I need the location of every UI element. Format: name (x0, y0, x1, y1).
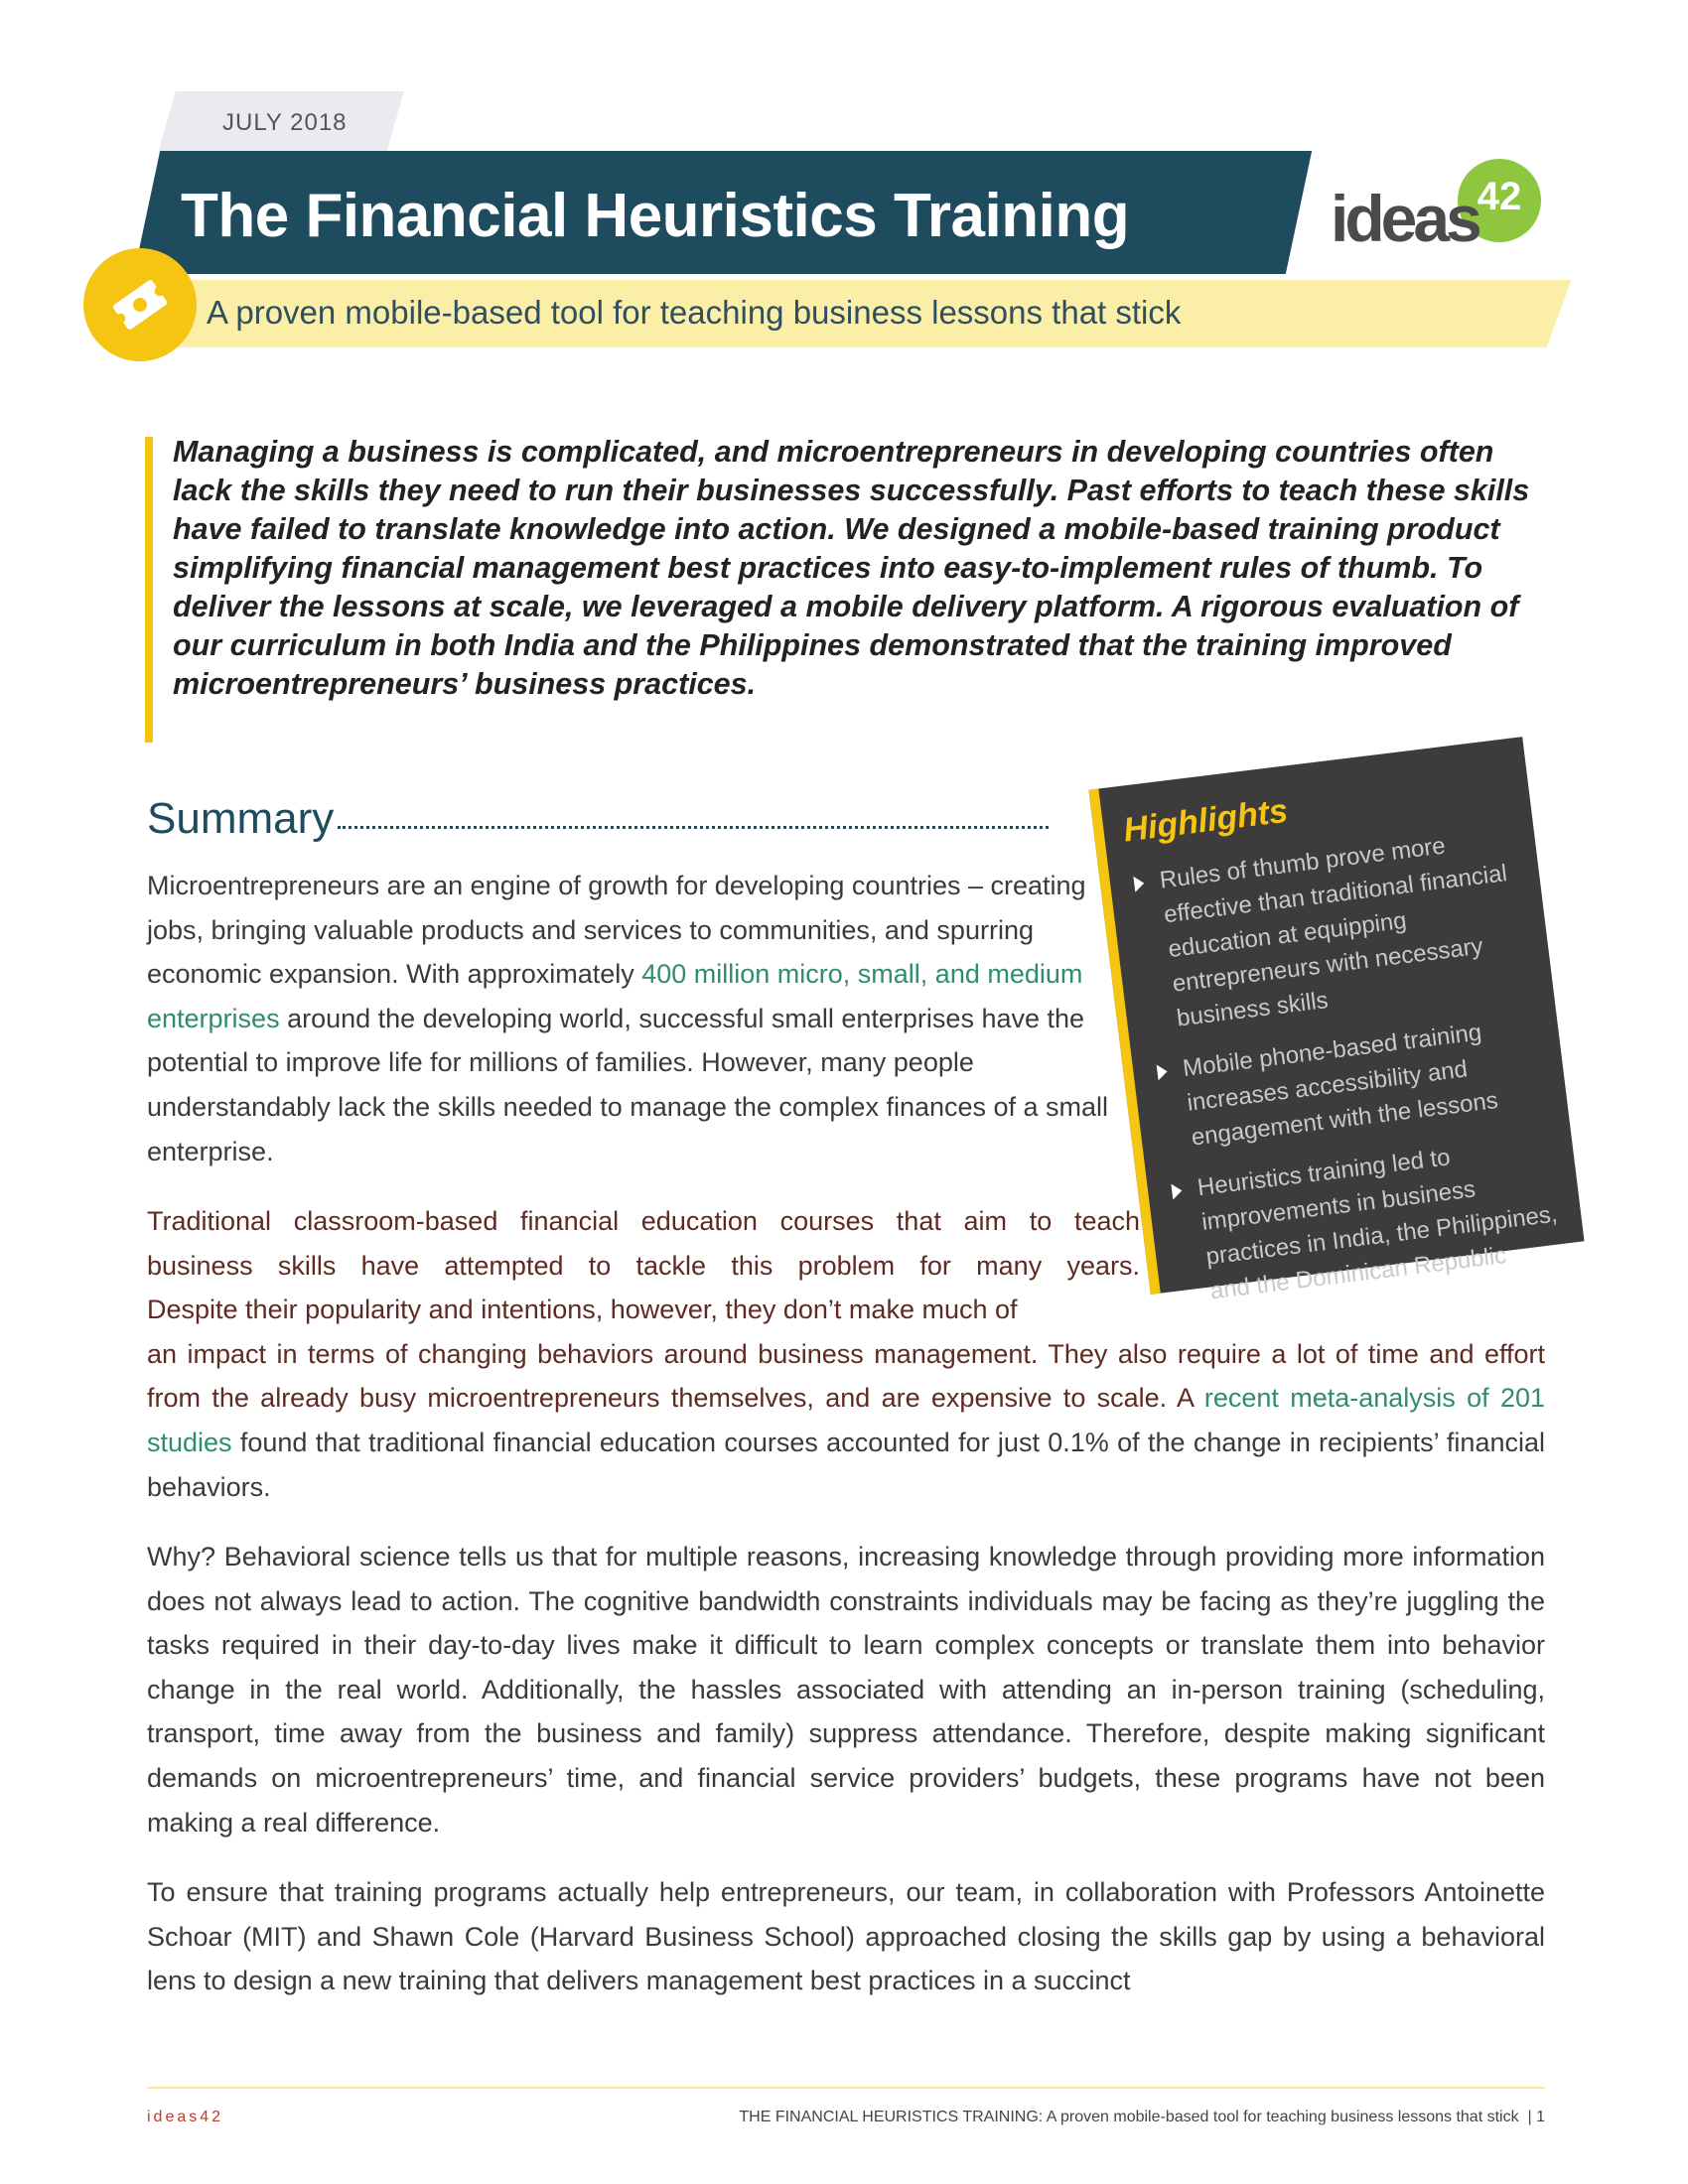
meta-analysis-link[interactable]: recent meta-analysis of 201 studies (147, 1383, 1545, 1457)
highlight-text: Rules of thumb prove more effective than traditional financial education at equipping entrepreneurs with necessary business skills (1158, 832, 1509, 1032)
footer-rule (147, 2087, 1545, 2089)
enterprises-link[interactable]: 400 million micro, small, and medium enterprises (147, 959, 1083, 1033)
intro-accent-bar (145, 437, 153, 743)
footer-title-caps: THE FINANCIAL HEURISTICS TRAINING: (739, 2109, 1044, 2125)
footer-title-rest: A proven mobile-based tool for teaching business lessons that stick (1043, 2109, 1519, 2125)
footer-brand: ideas42 (147, 2109, 224, 2125)
intro-paragraph: Managing a business is complicated, and microentrepreneurs in developing countries often lack the skills they need to run their businesses successfully. Past efforts to teach these skills have failed to translate knowledge into action. We designed a mobile-based training product simplifying financial management best practices into easy-to-implement rules of thumb. To deliver the lessons at scale, we leveraged a mobile delivery platform. A rigorous evaluation of our curriculum in both India and the Philippines demonstrated that the training improved microentrepreneurs’ business practices. (173, 435, 1530, 701)
badge (83, 248, 197, 361)
text-line: business skills have attempted to tackle this problem for many years. (147, 1250, 1140, 1281)
text-run: found that traditional financial education courses accounted for just 0.1% of the change in recipients’ financial behaviors. (147, 1427, 1545, 1502)
text-run: Microentrepreneurs are an engine of growth for developing countries – creating jobs, bringing valuable products and services to communities, and spurring economic expansion. With approximately (147, 871, 1086, 990)
highlight-text: Heuristics training led to improvements in business practices in India, the Philippines, and the Dominican Republic (1196, 1144, 1559, 1305)
text-run: an impact in terms of changing behaviors around business management. They also require a lot of time and effort from the already busy microentrepreneurs themselves, and are expensive to scale. A (147, 1338, 1545, 1414)
text-block (147, 1332, 1545, 1509)
summary-paragraph-1 (147, 864, 1120, 1173)
highlights-box (1088, 737, 1584, 1305)
logo-word: ideas (1331, 182, 1478, 255)
page-number: 1 (1536, 2109, 1545, 2125)
summary-paragraph-3: Why? Behavioral science tells us that for multiple reasons, increasing knowledge through providing more information does not always lead to action. The cognitive bandwidth constraints individuals may be facing as they’re juggling the tasks required in their day-to-day lives make it difficult to learn complex concepts or translate them into behavior change in the real world. Additionally, the hassles associated with attending an in-person training (scheduling, transport, time away from the business and family) suppress attendance. Therefore, despite making significant demands on microentrepreneurs’ time, and financial service providers’ budgets, these programs have not been making a real difference. (147, 1542, 1545, 1838)
highlight-text: Mobile phone-based training increases accessibility and engagement with the lessons (1181, 1019, 1500, 1152)
highlights-list (1128, 819, 1579, 1328)
text-line: Despite their popularity and intentions, however, they don’t make much of (147, 1295, 1018, 1325)
highlight-item (1128, 819, 1543, 1039)
publication-date: JULY 2018 (222, 109, 348, 136)
ticket-icon (83, 248, 197, 361)
footer-running-title (739, 2109, 1545, 2126)
heading-dotted-rule (338, 826, 1049, 829)
text-line: Traditional classroom-based financial education courses that aim to teach (147, 1206, 1140, 1236)
highlights-title: Highlights (1121, 791, 1290, 850)
summary-heading: Summary (147, 794, 335, 843)
text-run: around the developing world, successful small enterprises have the potential to improve life for millions of families. However, many people understandably lack the skills needed to manage the complex finances of a small enterprise. (147, 1003, 1109, 1166)
ideas42-logo (1331, 159, 1549, 268)
document-subtitle: A proven mobile-based tool for teaching business lessons that stick (207, 294, 1182, 331)
logo-number: 42 (1477, 175, 1522, 218)
footer-separator: | (1527, 2109, 1532, 2125)
arrow-bullet-icon (1171, 1182, 1183, 1199)
highlight-item (1166, 1126, 1577, 1312)
summary-paragraph-4: To ensure that training programs actually help entrepreneurs, our team, in collaboration with Professors Antoinette Schoar (MIT) and Shawn Cole (Harvard Business School) approached closing the skills gap by using a behavioral lens to design a new training that delivers management best practices in a succinct (147, 1877, 1545, 1996)
arrow-bullet-icon (1157, 1063, 1169, 1080)
arrow-bullet-icon (1133, 876, 1145, 892)
document-title: The Financial Heuristics Training (181, 182, 1130, 250)
